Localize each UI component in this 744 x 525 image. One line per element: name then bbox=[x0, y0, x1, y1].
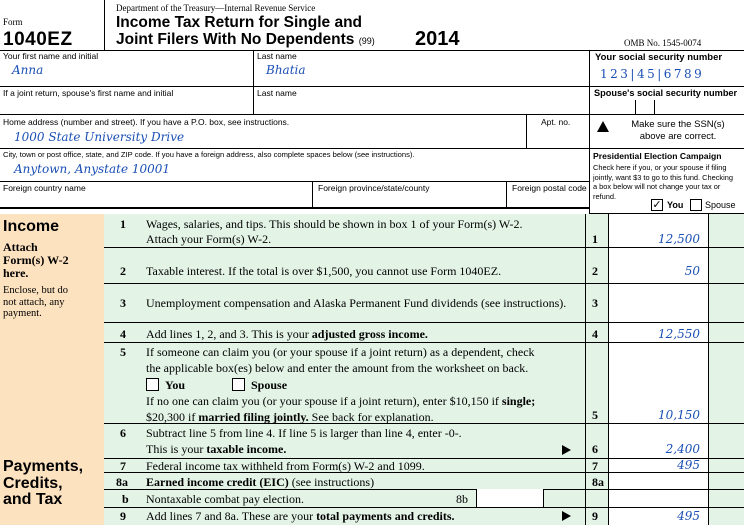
pec-title: Presidential Election Campaign bbox=[593, 151, 722, 161]
enclose-payment-note: Enclose, but do not attach, any payment. bbox=[3, 285, 69, 319]
line-8b-number: b bbox=[122, 492, 129, 506]
line-9-amount[interactable]: 495 bbox=[677, 509, 700, 523]
pec-text: Check here if you, or your spouse if filing jointly, want $3 to go to this fund. Checking a box below will not change your tax or refund. bbox=[593, 163, 733, 201]
line-2-box-number: 2 bbox=[592, 264, 598, 278]
line-8a-number: 8a bbox=[116, 475, 128, 489]
line-4-box-number: 4 bbox=[592, 327, 598, 341]
line-8a-text: Earned income credit (EIC) (see instructions) bbox=[146, 475, 375, 489]
line-6-amount[interactable]: 2,400 bbox=[665, 442, 700, 456]
line-1-text: Wages, salaries, and tips. This should be shown in box 1 of your Form(s) W-2. Attach your Form(s) W-2. bbox=[146, 217, 523, 246]
title-line-1: Income Tax Return for Single and bbox=[116, 14, 363, 31]
line-9-number: 9 bbox=[120, 509, 126, 523]
line-5-amount[interactable]: 10,150 bbox=[658, 408, 700, 422]
ssn-field[interactable] bbox=[594, 64, 744, 84]
line-8a-box-number: 8a bbox=[592, 475, 604, 489]
line-7-box-number: 7 bbox=[592, 459, 598, 473]
line-4-number: 4 bbox=[120, 327, 126, 341]
payments-section-title: Payments, Credits, and Tax bbox=[3, 458, 84, 508]
foreign-country-label: Foreign country name bbox=[3, 183, 86, 193]
line-5-you-label: You bbox=[165, 378, 186, 392]
tax-year: 2014 bbox=[415, 28, 460, 50]
line-3-box-number: 3 bbox=[592, 296, 598, 310]
line-4-amount[interactable]: 12,550 bbox=[658, 327, 700, 341]
line-6-text: Subtract line 5 from line 4. If line 5 is larger than line 4, enter -0-. This is your taxable income. bbox=[146, 426, 462, 456]
address-label: Home address (number and street). If you have a P.O. box, see instructions. bbox=[3, 117, 290, 127]
spouse-last-name-label: Last name bbox=[257, 88, 297, 98]
line-6-number: 6 bbox=[120, 426, 126, 440]
line-6-box-number: 6 bbox=[592, 442, 598, 456]
line-5-text: If someone can claim you (or your spouse if a joint return) as a dependent, check the applicable box(es) below and enter the amount from the worksheet on back. bbox=[146, 345, 535, 375]
line-7-text: Federal income tax withheld from Form(s) W-2 and 1099. bbox=[146, 459, 425, 473]
pec-spouse-checkbox[interactable] bbox=[690, 199, 702, 211]
line-7-number: 7 bbox=[120, 459, 126, 473]
notice-triangle-icon bbox=[597, 121, 609, 132]
omb-number: OMB No. 1545-0074 bbox=[624, 38, 702, 48]
pec-you-checkbox[interactable] bbox=[651, 199, 663, 211]
last-name-field[interactable]: Bhatia bbox=[266, 63, 306, 77]
check-mark-icon: ✓ bbox=[652, 199, 662, 211]
arrow-pointer-icon bbox=[562, 511, 571, 521]
title-code: (99) bbox=[358, 36, 375, 46]
line-5-text-2: If no one can claim you (or your spouse if a joint return), enter $10,150 if single; $20,300 if married filing jointly. See back for explanation. bbox=[146, 394, 536, 424]
line-7-amount[interactable]: 495 bbox=[677, 458, 700, 472]
line-9-box-number: 9 bbox=[592, 509, 598, 523]
spouse-ssn-label: Spouse's social security number bbox=[594, 88, 738, 98]
first-name-field[interactable]: Anna bbox=[12, 63, 44, 77]
line-9-text: Add lines 7 and 8a. These are your total payments and credits. bbox=[146, 509, 455, 523]
form-word: Form bbox=[3, 17, 23, 27]
ssn-label: Your social security number bbox=[595, 52, 723, 63]
ssn-value: 123|45|6789 bbox=[600, 67, 705, 81]
line-8b-text: Nontaxable combat pay election. bbox=[146, 492, 304, 506]
line-8b-amount-box[interactable] bbox=[476, 489, 544, 507]
foreign-postal-label: Foreign postal code bbox=[512, 183, 587, 193]
ssn-notice: Make sure the SSN(s) above are correct. bbox=[631, 119, 725, 142]
spouse-first-name-label: If a joint return, spouse's first name and initial bbox=[3, 88, 174, 98]
line-1-box-number: 1 bbox=[592, 232, 598, 246]
address-field[interactable]: 1000 State University Drive bbox=[14, 130, 185, 144]
line-8b-box-label: 8b bbox=[456, 492, 468, 506]
city-field[interactable]: Anytown, Anystate 10001 bbox=[14, 162, 171, 176]
line-1-amount[interactable]: 12,500 bbox=[658, 232, 700, 246]
line-5-spouse-checkbox[interactable] bbox=[232, 378, 245, 391]
line-4-text: Add lines 1, 2, and 3. This is your adjusted gross income. bbox=[146, 327, 428, 341]
city-label: City, town or post office, state, and ZIP code. If you have a foreign address, also complete spaces below (see instructions). bbox=[3, 150, 415, 159]
last-name-label: Last name bbox=[257, 51, 297, 61]
pec-spouse-label: Spouse bbox=[705, 200, 736, 210]
line-2-amount[interactable]: 50 bbox=[684, 264, 700, 278]
line-2-text: Taxable interest. If the total is over $1,500, you cannot use Form 1040EZ. bbox=[146, 264, 502, 278]
line-3-text: Unemployment compensation and Alaska Permanent Fund dividends (see instructions). bbox=[146, 296, 567, 310]
first-name-label: Your first name and initial bbox=[3, 51, 99, 61]
line-5-number: 5 bbox=[120, 345, 126, 359]
arrow-pointer-icon bbox=[562, 445, 571, 455]
line-2-number: 2 bbox=[120, 264, 126, 278]
line-5-you-checkbox[interactable] bbox=[146, 378, 159, 391]
line-1-number: 1 bbox=[120, 217, 126, 231]
foreign-province-label: Foreign province/state/county bbox=[318, 183, 430, 193]
pec-you-label: You bbox=[667, 200, 684, 210]
form-number: 1040EZ bbox=[3, 29, 73, 50]
form-title bbox=[116, 14, 375, 50]
title-line-2: Joint Filers With No Dependents (99) bbox=[116, 31, 375, 48]
income-section-title: Income bbox=[3, 218, 60, 235]
apt-label: Apt. no. bbox=[541, 117, 571, 127]
department-line: Department of the Treasury—Internal Revenue Service bbox=[116, 3, 316, 13]
line-5-box-number: 5 bbox=[592, 408, 598, 422]
line-5-spouse-label: Spouse bbox=[251, 378, 288, 392]
amount-column bbox=[609, 214, 708, 525]
attach-w2-note: Attach Form(s) W-2 here. bbox=[3, 240, 69, 280]
line-3-number: 3 bbox=[120, 296, 126, 310]
